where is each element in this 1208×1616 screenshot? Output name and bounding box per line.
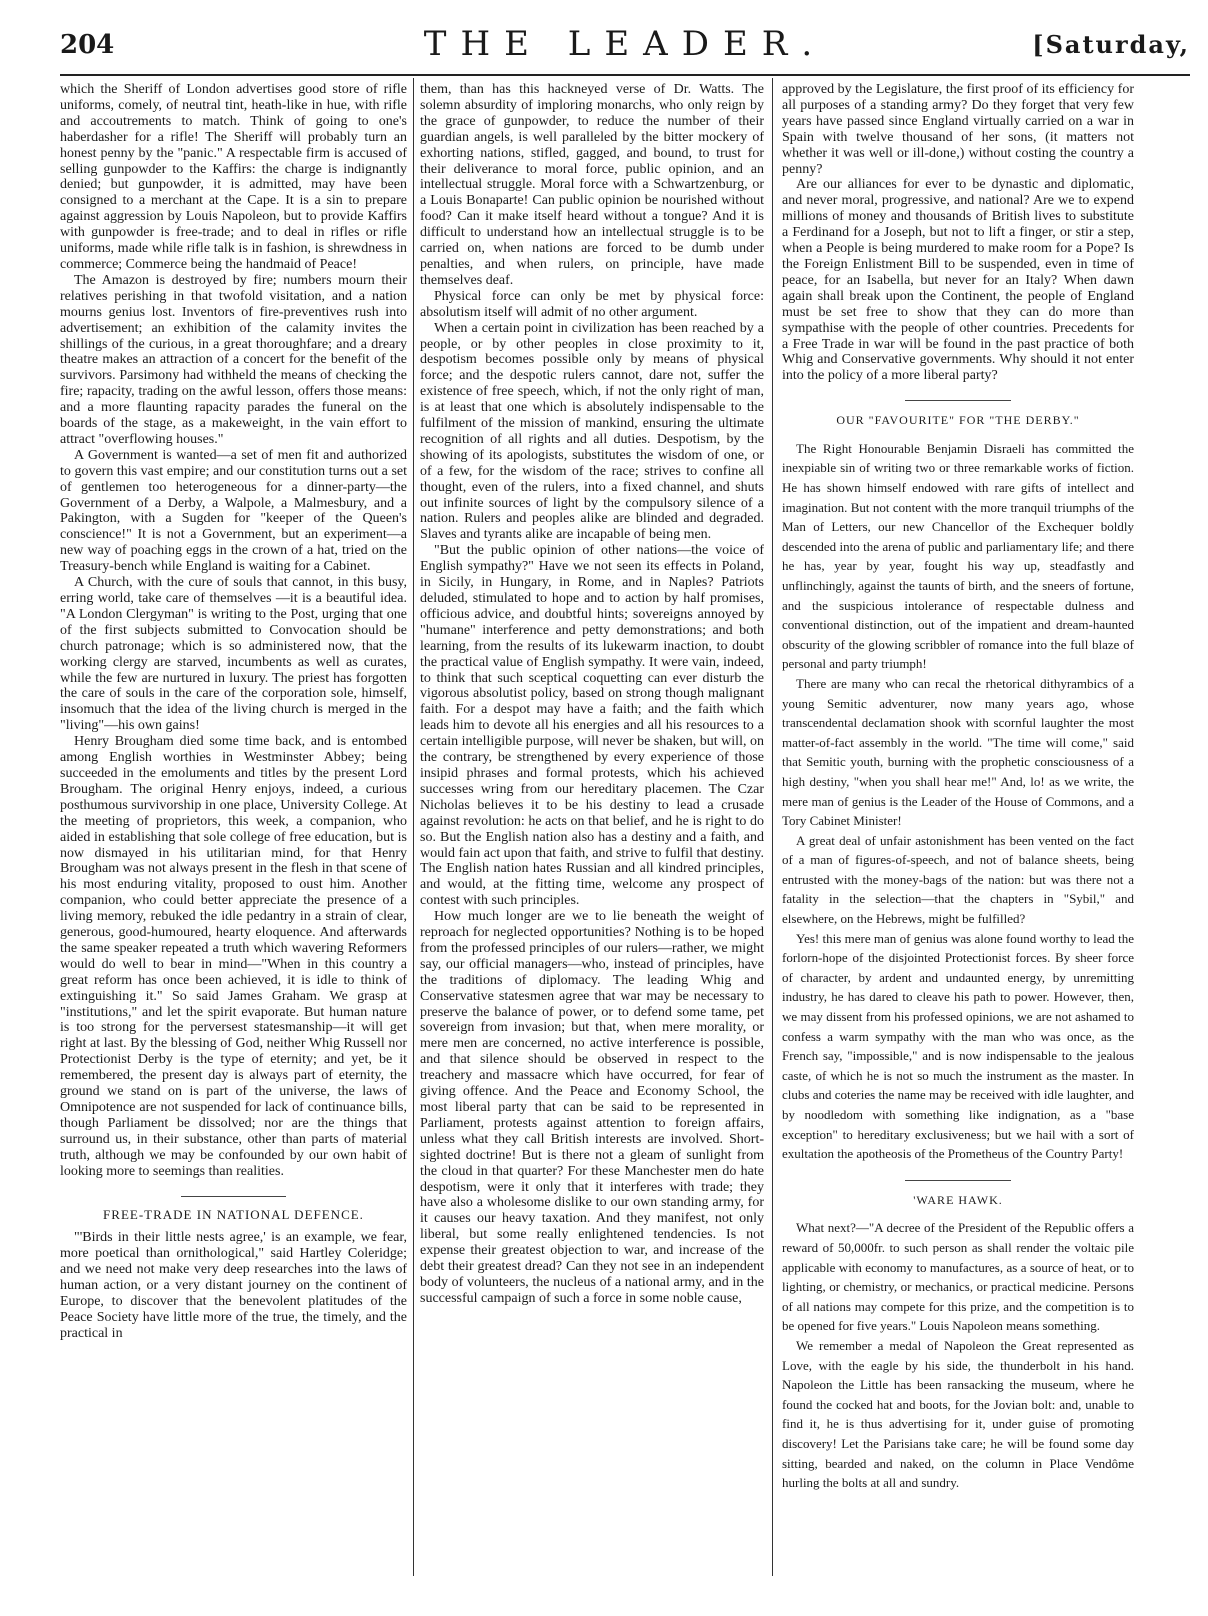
col1-paragraph: The Amazon is destroyed by fire; numbers mourn their relatives perishing in that twofold visitation, and a nation mourns genius lost. Inventors of fire-preventives rush into advertisement; an exhibition of the calamity invites the shillings of the curious, in a great thoroughfare; and a dreary theatre makes an attraction of a concert for the benefit of the survivors. Parsimony had withheld the means of checking the fire; rapacity, trading on the awful lesson, offers those means: and a more flaunting rapacity parades the funeral on the boards of the stage, as a makeweight, in the vain effort to attract "overflowing houses."	[60, 272, 407, 447]
section-heading-derby: OUR "FAVOURITE" FOR "THE DERBY."	[836, 413, 1080, 428]
col2-paragraph: How much longer are we to lie beneath the weight of reproach for neglected opportunities? Nothing is to be hoped from the professed principles of our rulers—rather, we might say, our official managers—who, instead of principles, have the traditions of diplomacy. The leading Whig and Conservative statesmen agree that war may be necessary to preserve the balance of power, or to defend some tame, pet sovereign from invasion; but that, when mere morality, or mere men are concerned, no active interference is possible, and that silence should be observed in respect to the treachery and massacre which have occurred, for fear of giving offence. And the Peace and Economy School, the most liberal party that can be said to be represented in Parliament, protests against attention to foreign affairs, unless what they call British interests are involved. Short-sighted doctrine! But is there not a gleam of sunlight from the cloud in that quarter? For these Manchester men do hate despotism, were it only that it interferes with trade; they have also a wholesome dislike to our own standing army, for it causes our heavy taxation. And they manifest, not only liberal, but some really enlightened tendencies. Is not expense their greatest objection to war, and increase of the debt their greatest dread? Can they not see in an independent body of volunteers, the nucleus of a national army, and in the successful campaign of such a force in some noble cause,	[420, 909, 764, 1306]
column-3	[782, 82, 1134, 1596]
col3-paragraph: A great deal of unfair astonishment has been vented on the fact of a man of figures-of-speech, and not of balance sheets, being entrusted with the money-bags of the nation: but was there not a fatality in the selection—that the chapters in "Sybil," and elsewhere, on the Hebrews, might be fulfilled?	[782, 832, 1134, 927]
col1-paragraph: Henry Brougham died some time back, and is entombed among English worthies in Westminster Abbey; being succeeded in the emoluments and titles by the present Lord Brougham. The original Henry enjoys, indeed, a curious posthumous survivorship in one place, University College. At the meeting of proprietors, this week, a companion, who aided in establishing that sole college of free education, but is now dismayed in his utilitarian mind, for that Henry Brougham was not always present in the flesh in that scene of his most enduring vitality, proposed to oust him. Another companion, who could better appreciate the presence of a living memory, rebuked the idle pedantry in a strain of clear, generous, good-humoured, hearty eloquence. And afterwards the same speaker repeated a truth which wavering Reformers would do well to bear in mind—"When in this country a great reform has once been achieved, it is idle to think of extinguishing it." So said James Graham. We grasp at "institutions," and let the spirit evaporate. But human nature is too strong for the perversest statesmanship—it will get right at last. By the blessing of God, neither Whig Russell nor Protectionist Derby is the type of eternity; and yet, be it remembered, the present day is always part of eternity, the ground we stand on is part of the universe, the laws of Omnipotence are not suspended for lack of continuance bills, though Parliament be dissolved; nor are the things that surround us, in their substance, other than parts of material truth, although we may be confounded by our own habit of looking more to seemings than realities.	[60, 734, 407, 1179]
col1-paragraph: A Church, with the cure of souls that cannot, in this busy, erring world, take care of themselves —it is a beautiful idea. "A London Clergyman" is writing to the Post, urging that one of the first subjects submitted to Convocation should be church patronage; which is so administered now, that the working clergy are starved, incumbents as well as curates, while the few are nurtured in luxury. The priest has forgotten the care of souls in the care of the corporation sole, himself, insomuch that the idea of the living church is merged in the "living"—his own gains!	[60, 575, 407, 734]
col2-paragraph: Physical force can only be met by physical force: absolutism itself will admit of no other argument.	[420, 288, 764, 320]
col3-paragraph: approved by the Legislature, the first proof of its efficiency for all purposes of a standing army? Do they forget that very few years have passed since England virtually carried on a war in Spain with twelve thousand of her sons, (it matters not whether it was well or ill-done,) without costing the country a penny?	[782, 82, 1134, 177]
issue-day: [Saturday,	[1032, 30, 1190, 59]
col3-paragraph: Yes! this mere man of genius was alone found worthy to lead the forlorn-hope of the disjointed Protectionist forces. By sheer force of character, by ardent and undaunted energy, by unremitting industry, he has dared to cleave his path to power. However, then, we may dissent from his professed opinions, we are not ashamed to confess a warm sympathy with the man who was once, as the French say, "impossible," and is now indispensable to the jealous caste, of which he is not so much the instrument as the master. In clubs and coteries the name may be received with idle laughter, and by noodledom with something like indignation, as a "base exception" to hereditary exclusiveness; but we hail with a sort of exultation the apotheosis of the Prometheus of the Country Party!	[782, 930, 1134, 1162]
col3-paragraph: We remember a medal of Napoleon the Great represented as Love, with the eagle by his side, the thunderbolt in his hand. Napoleon the Little has been ransacking the museum, where he found the cocked hat and boots, for the Jovian bolt: and, unable to find it, he is thus advertising for it, under guise of promoting discovery! Let the Parisians take care; he will be found some day sitting, bearded and naked, on the column in Place Vendôme hurling the bolts at all and sundry.	[782, 1337, 1134, 1491]
section-separator	[181, 1196, 285, 1197]
section-heading-free-trade: FREE-TRADE IN NATIONAL DEFENCE.	[103, 1206, 364, 1222]
page-number: 204	[60, 30, 115, 60]
col3-paragraph: The Right Honourable Benjamin Disraeli has committed the inexpiable sin of writing two or three remarkable works of fiction. He has shown himself endowed with rare gifts of intellect and imagination. But not content with the more tranquil triumphs of the Man of Letters, our new Chancellor of the Exchequer boldly descended into the arena of public and parliamentary life; and there he has, year by year, fought his way up, steadfastly and unflinchingly, against the taunts of birth, and the sneers of fortune, and the suspicious intolerance of respectable dulness and conventional distinction, out of the impatient and dream-haunted obscurity of the glowing scribbler of romance into the full blaze of personal and party triumph!	[782, 440, 1134, 672]
section-separator	[905, 1180, 1011, 1181]
masthead-title: THE LEADER.	[423, 24, 827, 64]
header-rule	[60, 74, 1190, 76]
column-1	[60, 82, 407, 1596]
col1-paragraph: which the Sheriff of London advertises good store of rifle uniforms, comely, of neutral tint, heath-like in hue, with rifle and accoutrements to match. Think of going to one's haberdasher for a rifle! The Sheriff will probably turn an honest penny by the "panic." A respectable firm is accused of selling gunpowder to the Kaffirs: the charge is indignantly denied; but gunpowder, it is admitted, may have been consigned to a merchant at the Cape. It is a sin to prepare against aggression by Louis Napoleon, but to provide Kaffirs with gunpowder is free-trade; and to deal in rifles or rifle uniforms, made while rifle talk is in fashion, is shrewdness in commerce; Commerce being the handmaid of Peace!	[60, 82, 407, 272]
col2-paragraph: When a certain point in civilization has been reached by a people, or by other peoples in close proximity to it, despotism becomes possible only by means of physical force; and the despotic rulers cannot, dare not, suffer the existence of free speech, which, if not the only right of man, is at least that one which is absolutely indispensable to the fulfilment of the mission of mankind, ensuring the ultimate recognition of all rights and all duties. Despotism, by the showing of its apologists, substitutes the wisdom of one, or of a few, for the wisdom of the race; strives to confine all thought, even of the rulers, into a fixed channel, and shuts out infinite sources of light by the compulsory silence of a nation. Rulers and peoples alike are blinded and degraded. Slaves and tyrants alike are incapable of being men.	[420, 320, 764, 543]
column-2	[420, 82, 764, 1596]
col3-opening	[782, 82, 1134, 384]
section-separator	[905, 400, 1011, 401]
col1-paragraph: A Government is wanted—a set of men fit and authorized to govern this vast empire; and our constitution turns out a set of gentlemen too heterogeneous for a dinner-party—the Government of a Derby, a Walpole, a Malmesbury, and a Pakington, with a Sugden for "keeper of the Queen's conscience!" It is not a Government, but an experiment—a new way of poaching eggs in the crown of a hat, tried on the Treasury-bench while England is waiting for a Cabinet.	[60, 447, 407, 575]
col3-paragraph: There are many who can recal the rhetorical dithyrambics of a young Semitic adventurer, now many years ago, whose transcendental declamation shook with scornful laughter the most matter-of-fact assembly in the world. "The time will come," said that Semitic youth, burning with the prophetic consciousness of a high destiny, "when you shall hear me!" And, lo! as we write, the mere man of genius is the Leader of the House of Commons, and a Tory Cabinet Minister!	[782, 675, 1134, 829]
col3-paragraph: Are our alliances for ever to be dynastic and diplomatic, and never moral, progressive, and national? Are we to expend millions of money and thousands of British lives to substitute a Ferdinand for a Joseph, but not to lift a finger, or stir a step, when a People is being murdered to make room for a Pope? Is the Foreign Enlistment Bill to be suspended, even in time of peace, for an Isabella, but never for an Italy? When dawn again shall break upon the Continent, the people of England must be set free to show that they can do more than sympathise with the people of other countries. Precedents for a Free Trade in war will be found in the past practice of both Whig and Conservative governments. Why should it not enter into the policy of a more liberal party?	[782, 177, 1134, 384]
col2-paragraph: them, than has this hackneyed verse of Dr. Watts. The solemn absurdity of imploring monarchs, who only reign by the grace of gunpowder, to reduce the number of their guardian angels, is well paralleled by the bitter mockery of exhorting nations, stifled, gagged, and bound, to trust for their deliverance to moral force, public opinion, and an intellectual struggle. Moral force with a Schwartzenburg, or a Louis Bonaparte! Can public opinion be nourished without food? Can it make itself heard without a tongue? And it is difficult to understand how an intellectual struggle is to be carried on, when nations are forced to be dumb under penalties, and when rulers, on principle, have made themselves deaf.	[420, 82, 764, 288]
col2-paragraph: "But the public opinion of other nations—the voice of English sympathy?" Have we not seen its effects in Poland, in Sicily, in Hungary, in Rome, and in Naples? Patriots deluded, stimulated to hope and to action by half promises, officious advice, and doubtful hints; sovereigns annoyed by "humane" interference and petty demonstrations; and both learning, from the results of its lukewarm inaction, to doubt the practical value of English sympathy. It were vain, indeed, to think that such sceptical coquetting can ever disturb the vigorous absolutist policy, based on strong though malignant faith. For a despot may have a faith; and the faith which leads him to devote all his energies and all his resources to a certain intelligible purpose, will never be shaken, but will, on the contrary, be strengthened by every experience of those insipid phrases and formal protests, which his achieved successes wring from our hereditary placemen. The Czar Nicholas believes it to be his destiny to lead a crusade against revolution: he acts on that belief, and he is right to do so. But the English nation also has a destiny and a faith, and would fain act upon that faith, and strive to fulfil that destiny. The English nation hates Russian and all kindred principles, and would, at the fitting time, welcome any prospect of contest with such principles.	[420, 543, 764, 909]
section-heading-ware-hawk: 'WARE HAWK.	[913, 1192, 1003, 1207]
column-divider-1	[413, 78, 414, 1576]
column-divider-2	[772, 78, 773, 1576]
col3-paragraph: What next?—"A decree of the President of the Republic offers a reward of 50,000fr. to such person as shall render the voltaic pile applicable with economy to manufactures, as a source of heat, or to lighting, or chemistry, or mechanics, or practical medicine. Persons of all nations may compete for this prize, and the competition is to be opened for five years." Louis Napoleon means something.	[782, 1220, 1134, 1334]
page-header	[60, 22, 1190, 72]
col1-paragraph: "'Birds in their little nests agree,' is an example, we fear, more poetical than ornithological," said Hartley Coleridge; and we need not make very deep researches into the laws of human action, or a very distant journey on the continent of Europe, to discover that the benevolent platitudes of the Peace Society have little more of the true, the timely, and the practical in	[60, 1230, 407, 1341]
